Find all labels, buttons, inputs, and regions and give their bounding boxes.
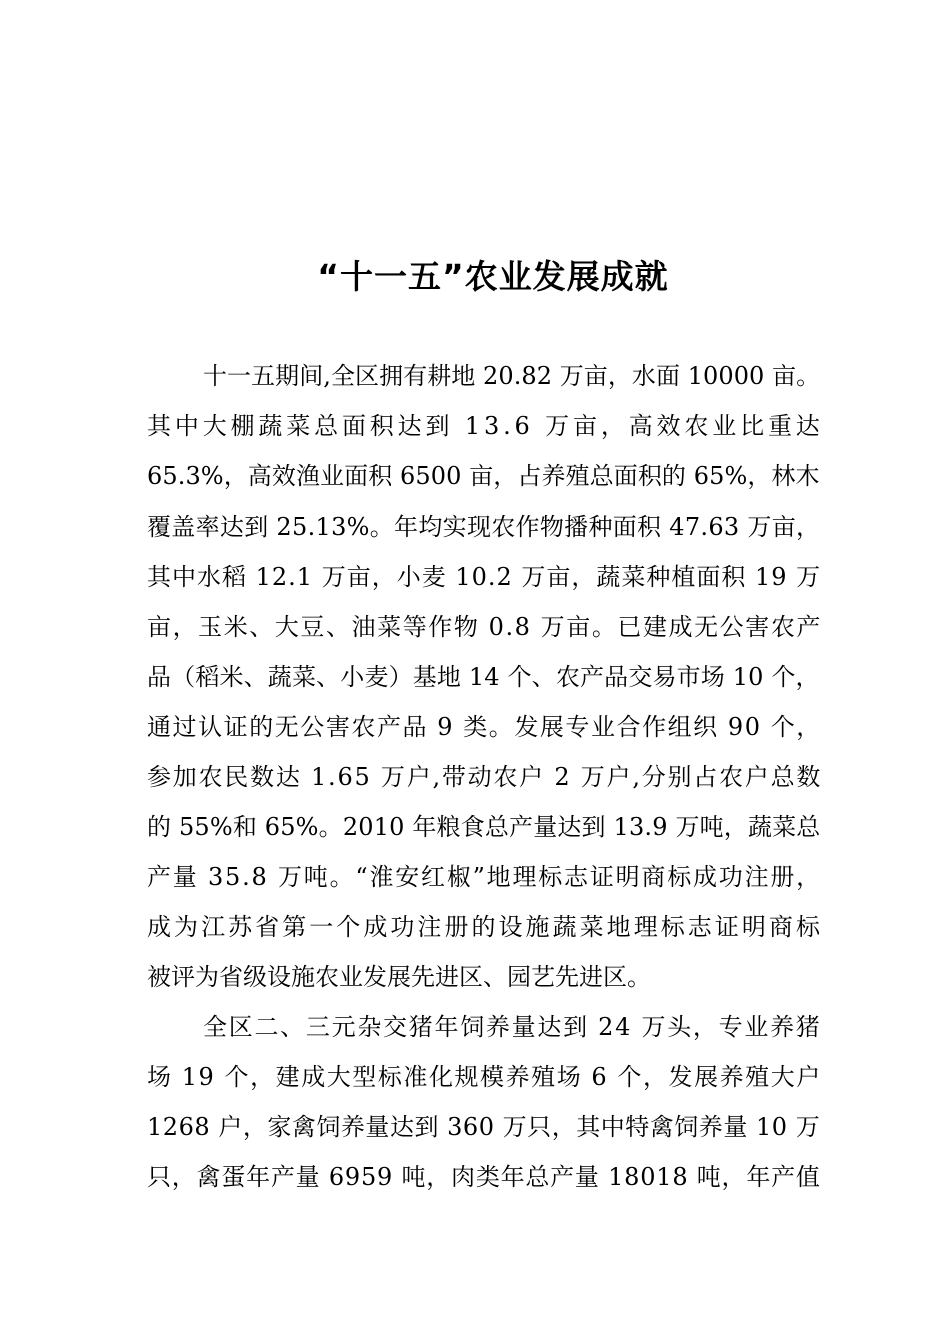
paragraph-1-line-9: 参加农民数达 1.65 万户,带动农户 2 万户,分别占农户总数 <box>147 763 823 791</box>
paragraph-2-line-4: 只，禽蛋年产量 6959 吨，肉类年总产量 18018 吨，年产值 <box>147 1163 821 1191</box>
paragraph-2-line-3: 1268 户，家禽饲养量达到 360 万只，其中特禽饲养量 10 万 <box>147 1113 821 1141</box>
document-title: “十一五”农业发展成就 <box>317 257 669 296</box>
paragraph-1-line-4: 覆盖率达到 25.13%。年均实现农作物播种面积 47.63 万亩， <box>147 513 821 541</box>
paragraph-1-line-10: 的 55%和 65%。2010 年粮食总产量达到 13.9 万吨，蔬菜总 <box>147 813 821 841</box>
paragraph-1-line-2: 其中大棚蔬菜总面积达到 13.6 万亩，高效农业比重达 <box>147 412 824 440</box>
paragraph-1-line-3: 65.3%，高效渔业面积 6500 亩，占养殖总面积的 65%，林木 <box>147 462 820 490</box>
paragraph-1-line-11: 产量 35.8 万吨。“淮安红椒”地理标志证明商标成功注册， <box>147 863 822 891</box>
paragraph-2-line-2: 场 19 个，建成大型标准化规模养殖场 6 个，发展养殖大户 <box>147 1063 822 1091</box>
paragraph-1-line-6: 亩，玉米、大豆、油菜等作物 0.8 万亩。已建成无公害农产 <box>147 613 822 641</box>
paragraph-2-line-1: 全区二、三元杂交猪年饲养量达到 24 万头，专业养猪 <box>203 1013 822 1041</box>
paragraph-1-line-7: 品（稻米、蔬菜、小麦）基地 14 个、农产品交易市场 10 个， <box>147 663 820 691</box>
paragraph-1-line-13: 被评为省级设施农业发展先进区、园艺先进区。 <box>147 963 651 991</box>
paragraph-1-line-5: 其中水稻 12.1 万亩，小麦 10.2 万亩，蔬菜种植面积 19 万 <box>147 563 822 591</box>
paragraph-1-line-1: 十一五期间,全区拥有耕地 20.82 万亩，水面 10000 亩。 <box>203 362 821 390</box>
paragraph-1-line-12: 成为江苏省第一个成功注册的设施蔬菜地理标志证明商标 <box>147 913 823 941</box>
paragraph-1-line-8: 通过认证的无公害农产品 9 类。发展专业合作组织 90 个， <box>147 713 822 741</box>
